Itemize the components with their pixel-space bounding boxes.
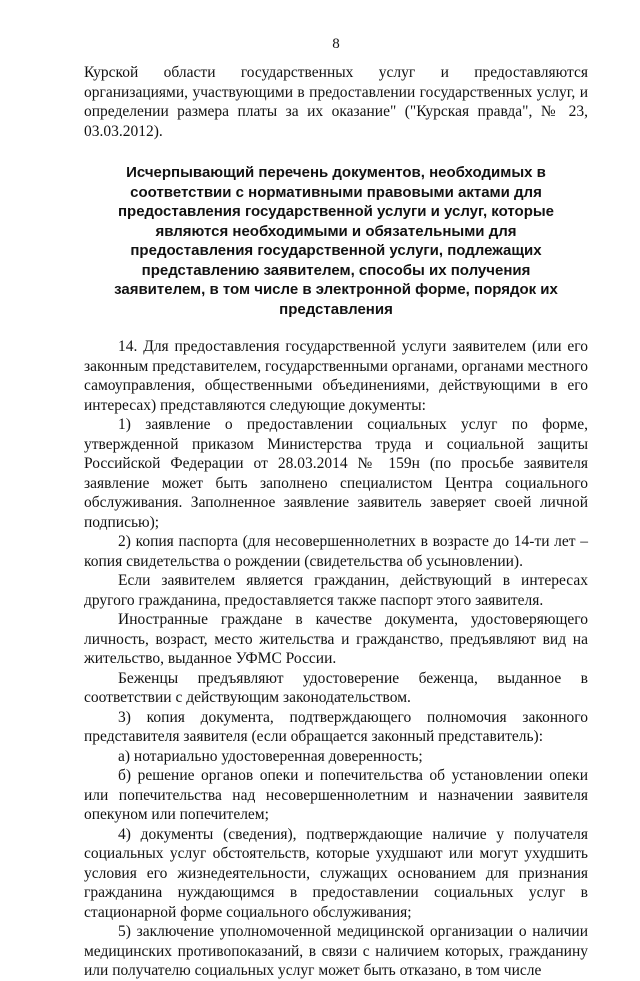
paragraph-foreigners: Иностранные граждане в качестве документа, удостоверяющего личность, возраст, место жительства и гражданство, предъявляют вид на жительство, выданное УФМС России. — [84, 611, 588, 667]
item-3: 3) копия документа, подтверждающего полномочия законного представителя заявителя (если обращается законный представитель): — [84, 708, 588, 745]
item-4: 4) документы (сведения), подтверждающие наличие у получателя социальных услуг обстоятельств, которые ухудшают или могут ухудшить условия его жизнедеятельности, служащих основанием для признания гражданина нуждающимся в предоставлении социальных услуг в стационарной форме социального обслуживания; — [84, 825, 588, 921]
intro-paragraph: Курской области государственных услуг и предоставляются организациями, участвующими в предоставлении государственных услуг, и определении размера платы за их оказание" ("Курская правда", № 23, 03.03.2012). — [84, 64, 588, 140]
item-1: 1) заявление о предоставлении социальных услуг по форме, утвержденной приказом Министерства труда и социальной защиты Российской Федерации от 28.03.2014 № 159н (по просьбе заявителя заявление может быть заполнено специалистом Центра социального обслуживания. Заполненное заявление заявитель заверяет своей личной подписью); — [84, 416, 588, 531]
item-5: 5) заключение уполномоченной медицинской организации о наличии медицинских противопоказаний, в связи с наличием которых, гражданину или получателю социальных услуг может быть отказано, в том числе — [84, 923, 588, 979]
paragraph-refugees: Беженцы предъявляют удостоверение беженца, выданное в соответствии с действующим законодательством. — [84, 669, 588, 706]
paragraph-14: 14. Для предоставления государственной услуги заявителем (или его законным представителем, государственными органами, органами местного самоуправления, общественными объединениями, действующими в его интересах) представляются следующие документы: — [84, 338, 588, 414]
item-3a: а) нотариально удостоверенная доверенность; — [118, 747, 423, 765]
item-2: 2) копия паспорта (для несовершеннолетних в возрасте до 14-ти лет – копия свидетельства о рождении (свидетельства об усыновлении). — [84, 533, 588, 570]
paragraph-representative: Если заявителем является гражданин, действующий в интересах другого гражданина, предоставляется также паспорт этого заявителя. — [84, 572, 588, 609]
page-number: 8 — [332, 36, 340, 52]
section-heading: Исчерпывающий перечень документов, необходимых в соответствии с нормативными правовыми актами для предоставления государственной услуги и услуг, которые являются необходимыми и обязательными для предоставления государственной услуги, подлежащих представлению заявителем, способы их получения заявителем, в том числе в электронной форме, порядок их представления — [114, 164, 558, 318]
item-3b: б) решение органов опеки и попечительства об установлении опеки или попечительства над несовершеннолетним и назначении заявителя опекуном или попечителем; — [84, 767, 588, 823]
